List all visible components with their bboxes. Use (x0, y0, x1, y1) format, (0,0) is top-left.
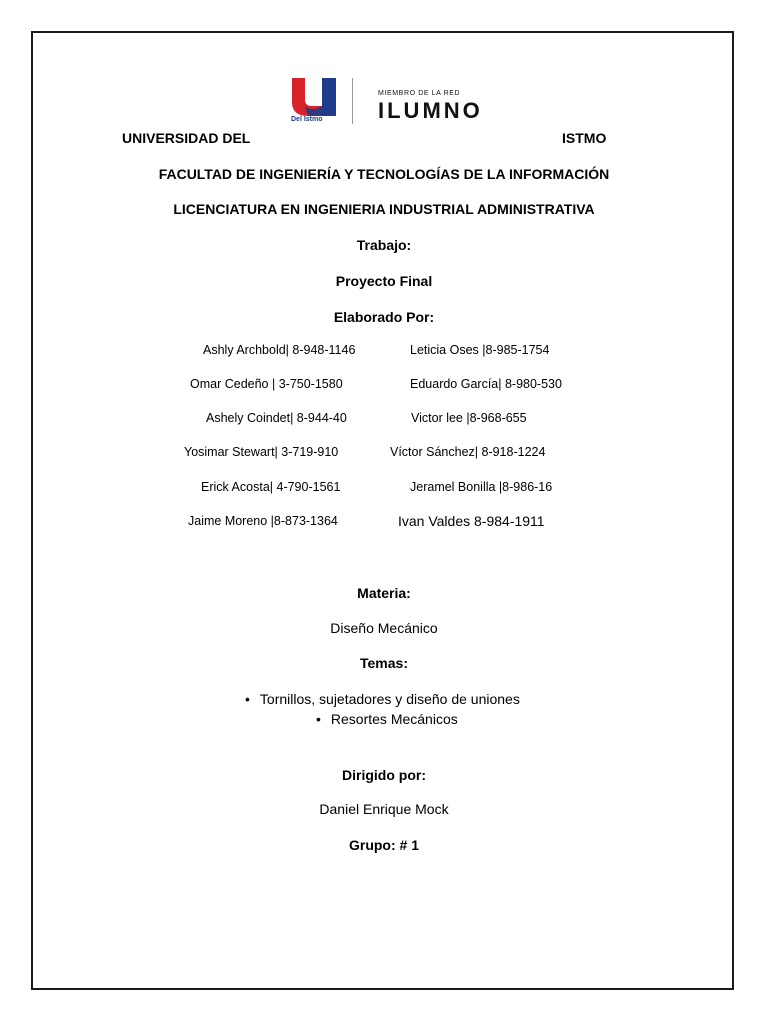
author-right-6: Ivan Valdes 8-984-1911 (398, 513, 545, 529)
author-right-5: Jeramel Bonilla |8-986-16 (410, 480, 553, 494)
director-name: Daniel Enrique Mock (319, 801, 449, 817)
logo-member-text: MIEMBRO DE LA RED (378, 90, 461, 97)
work-label: Trabajo: (356, 237, 412, 253)
topic-item-2-text: Resortes Mecánicos (330, 711, 458, 727)
subject-label: Materia: (357, 585, 411, 601)
university-name-right: ISTMO (562, 130, 607, 146)
author-left-4: Yosimar Stewart| 3-719-910 (184, 445, 339, 459)
bullet-icon: • (245, 691, 250, 707)
author-left-1: Ashly Archbold| 8-948-1146 (203, 343, 356, 357)
group-label: Grupo: # 1 (348, 837, 419, 853)
author-left-3: Ashely Coindet| 8-944-40 (206, 411, 347, 425)
director-label: Dirigido por: (342, 767, 426, 783)
authors-label: Elaborado Por: (333, 309, 435, 325)
university-name-left: UNIVERSIDAD DEL (122, 130, 251, 146)
author-right-3: Victor lee |8-968-655 (411, 411, 527, 425)
author-left-6: Jaime Moreno |8-873-1364 (188, 514, 338, 528)
u-shield-icon (288, 76, 340, 118)
topic-item-1-text: Tornillos, sujetadores y diseño de uniones (259, 691, 520, 707)
author-right-2: Eduardo García| 8-980-530 (410, 377, 562, 391)
logo-network-name: ILUMNO (378, 98, 483, 123)
topics-label: Temas: (360, 655, 408, 671)
subject-value: Diseño Mecánico (330, 620, 438, 636)
author-left-5: Erick Acosta| 4-790-1561 (201, 480, 341, 494)
topic-item-1 (245, 691, 520, 707)
work-title: Proyecto Final (335, 273, 433, 289)
author-left-2: Omar Cedeño | 3-750-1580 (190, 377, 343, 391)
logo-subtitle: Del Istmo (291, 116, 323, 123)
bullet-icon: • (316, 711, 321, 727)
author-right-1: Leticia Oses |8-985-1754 (410, 343, 550, 357)
faculty-title: FACULTAD DE INGENIERÍA Y TECNOLOGÍAS DE LA INFORMACIÓN (158, 166, 610, 182)
degree-title: LICENCIATURA EN INGENIERIA INDUSTRIAL ADMINISTRATIVA (173, 201, 595, 217)
university-logo (288, 76, 508, 128)
logo-divider (352, 78, 353, 124)
topic-item-2 (316, 711, 458, 727)
author-right-4: Víctor Sánchez| 8-918-1224 (390, 445, 546, 459)
